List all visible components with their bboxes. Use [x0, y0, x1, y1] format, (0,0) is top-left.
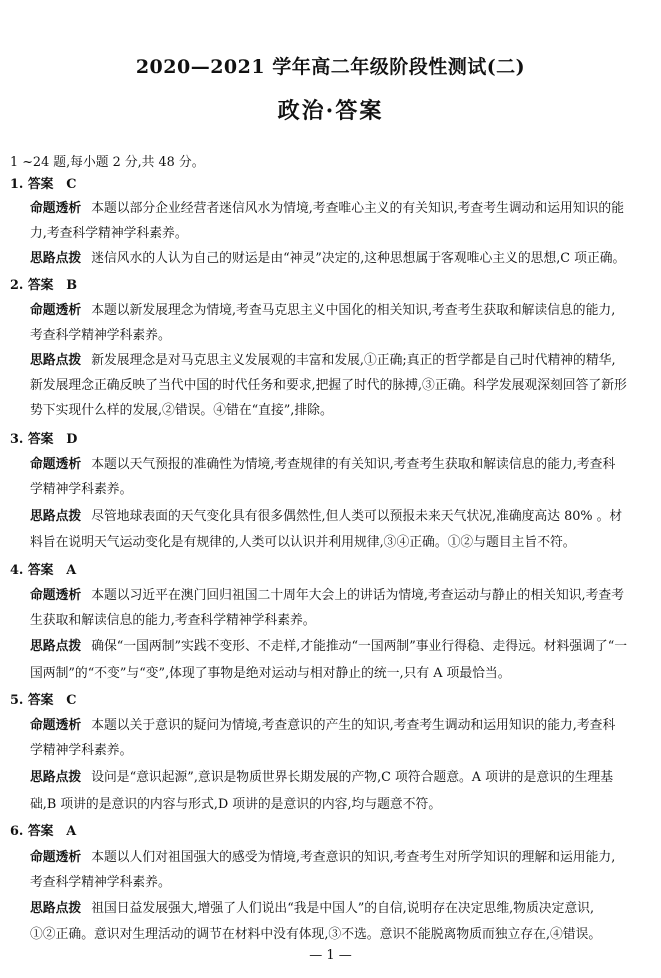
question-5-analysis-cont: 学精神学科素养。: [30, 743, 133, 758]
question-3-hint: 思路点拨 尽管地球表面的天气变化具有很多偶然性,但人类可以预报未来天气状况,准确度高达 80% 。材: [30, 509, 623, 524]
analysis-label: 命题透析: [30, 718, 82, 733]
page-number: — 1 —: [309, 948, 352, 963]
question-4-hint-cont: 国两制”的“不变”与“变”,体现了事物是绝对运动与相对静止的统一,只有 A 项最恰当。: [30, 666, 511, 681]
question-2-answer: 2. 答案 B: [10, 278, 78, 293]
question-4-hint: 思路点拨 确保“一国两制”实践不变形、不走样,才能推动“一国两制”事业行得稳、走得远。材料强调了“一: [30, 639, 628, 654]
question-5-hint: 思路点拨 设问是“意识起源”,意识是物质世界长期发展的产物,C 项符合题意。A 项讲的是意识的生理基: [30, 770, 614, 785]
question-4-answer: 4. 答案 A: [10, 563, 77, 578]
question-1-answer: 1. 答案 C: [10, 177, 77, 192]
question-6-hint: 思路点拨 祖国日益发展强大,增强了人们说出“我是中国人”的自信,说明存在决定思维,物质决定意识,: [30, 901, 595, 916]
question-1-analysis: 命题透析 本题以部分企业经营者迷信风水为情境,考查唯心主义的有关知识,考查考生调动和运用知识的能: [30, 201, 624, 216]
question-4-analysis-cont: 生获取和解读信息的能力,考查科学精神学科素养。: [30, 613, 316, 628]
question-5-hint-cont: 础,B 项讲的是意识的内容与形式,D 项讲的是意识的内容,均与题意不符。: [30, 797, 442, 812]
question-6-analysis: 命题透析 本题以人们对祖国强大的感受为情境,考查意识的知识,考查考生对所学知识的理解和运用能力,: [30, 850, 616, 865]
hint-label: 思路点拨: [30, 509, 82, 524]
analysis-label: 命题透析: [30, 850, 82, 865]
page-title: 2020—2021 学年高二年级阶段性测试(二): [135, 56, 526, 78]
question-6-analysis-cont: 考查科学精神学科素养。: [30, 875, 171, 890]
question-2-hint: 思路点拨 新发展理念是对马克思主义发展观的丰富和发展,①正确;真正的哲学都是自己时代精神的精华,: [30, 353, 616, 368]
question-4-analysis: 命题透析 本题以习近平在澳门回归祖国二十周年大会上的讲话为情境,考查运动与静止的相关知识,考查考: [30, 588, 624, 603]
question-5-answer: 5. 答案 C: [10, 693, 77, 708]
analysis-label: 命题透析: [30, 303, 82, 318]
hint-label: 思路点拨: [30, 353, 82, 368]
hint-label: 思路点拨: [30, 770, 82, 785]
question-3-analysis: 命题透析 本题以天气预报的准确性为情境,考查规律的有关知识,考查考生获取和解读信息的能力,考查科: [30, 457, 616, 472]
analysis-label: 命题透析: [30, 201, 82, 216]
question-3-hint-cont: 料旨在说明天气运动变化是有规律的,人类可以认识并利用规律,③④正确。①②与题目主旨不符。: [30, 535, 576, 550]
question-2-analysis-cont: 考查科学精神学科素养。: [30, 328, 171, 343]
question-3-analysis-cont: 学精神学科素养。: [30, 482, 133, 497]
question-1-hint: 思路点拨 迷信风水的人认为自己的财运是由“神灵”决定的,这种思想属于客观唯心主义的思想,C 项正确。: [30, 251, 626, 266]
question-2-analysis: 命题透析 本题以新发展理念为情境,考查马克思主义中国化的相关知识,考查考生获取和解读信息的能力,: [30, 303, 616, 318]
question-6-hint-cont: ①②正确。意识对生理活动的调节在材料中没有体现,③不选。意识不能脱离物质而独立存在,④错误。: [30, 927, 602, 942]
hint-label: 思路点拨: [30, 639, 82, 654]
analysis-label: 命题透析: [30, 588, 82, 603]
question-2-hint-cont-2: 势下实现什么样的发展,②错误。④错在“直接”,排除。: [30, 403, 333, 418]
question-1-analysis-cont: 力,考查科学精神学科素养。: [30, 226, 188, 241]
analysis-label: 命题透析: [30, 457, 82, 472]
question-5-analysis: 命题透析 本题以关于意识的疑问为情境,考查意识的产生的知识,考查考生调动和运用知识的能力,考查科: [30, 718, 616, 733]
question-6-answer: 6. 答案 A: [10, 824, 77, 839]
hint-label: 思路点拨: [30, 901, 82, 916]
page-subtitle: 政治·答案: [277, 98, 384, 124]
intro-text: 1 ~24 题,每小题 2 分,共 48 分。: [10, 155, 205, 170]
hint-label: 思路点拨: [30, 251, 82, 266]
question-3-answer: 3. 答案 D: [10, 432, 78, 447]
question-2-hint-cont-1: 新发展理念正确反映了当代中国的时代任务和要求,把握了时代的脉搏,③正确。科学发展观深刻回答了新形: [30, 378, 627, 393]
